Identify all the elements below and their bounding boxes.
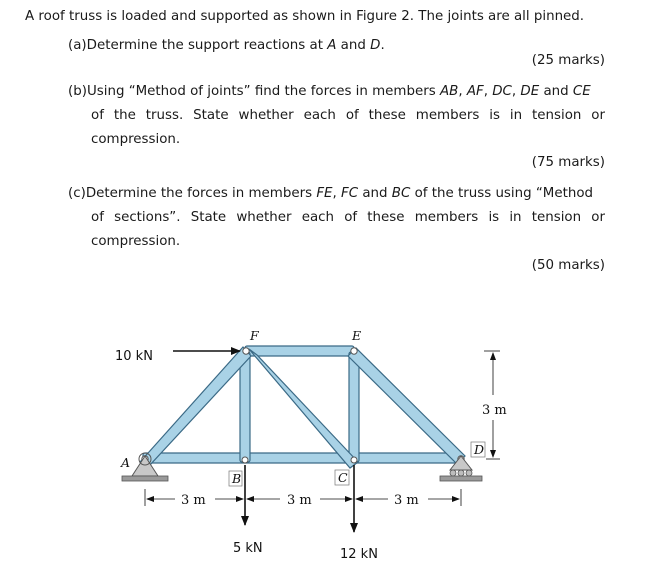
part-b-line2: of the truss. State whether each of these members is in tension or bbox=[91, 108, 605, 123]
member-FB bbox=[240, 352, 250, 462]
part-c-line3: compression. bbox=[91, 234, 181, 249]
joint-label-D: D bbox=[474, 442, 485, 457]
dim-label-span2: 3 m bbox=[287, 493, 312, 508]
member-FE bbox=[245, 346, 354, 356]
member-bottom-chord bbox=[143, 453, 461, 463]
joint-label-E: E bbox=[352, 328, 362, 343]
load-label-C: 12 kN bbox=[340, 547, 378, 562]
pin-B bbox=[242, 457, 248, 463]
part-b-line3: compression. bbox=[91, 132, 181, 147]
question-intro: A roof truss is loaded and supported as shown in Figure 2. The joints are all pinned. bbox=[25, 9, 585, 24]
member-AF bbox=[140, 347, 251, 466]
part-a: (a)Determine the support reactions at A and D. bbox=[68, 38, 385, 53]
joint-label-C: C bbox=[338, 470, 348, 485]
dim-label-span1: 3 m bbox=[181, 493, 206, 508]
joint-label-A: A bbox=[121, 455, 131, 470]
pin-C bbox=[351, 457, 357, 463]
part-b-marks: (75 marks) bbox=[531, 155, 605, 170]
dim-label-span3: 3 m bbox=[394, 493, 419, 508]
member-EC bbox=[349, 352, 359, 462]
pin-E bbox=[351, 348, 357, 354]
member-ED bbox=[348, 348, 465, 464]
truss-members bbox=[140, 346, 465, 468]
pin-F bbox=[243, 348, 249, 354]
part-c-marks: (50 marks) bbox=[531, 258, 605, 273]
load-label-horizontal: 10 kN bbox=[115, 349, 153, 364]
part-b-line1: (b)Using “Method of joints” find the forces in members AB, AF, DC, DE and CE bbox=[68, 84, 591, 99]
joint-label-B: B bbox=[232, 471, 242, 486]
dim-label-height: 3 m bbox=[482, 403, 507, 418]
load-label-B: 5 kN bbox=[233, 541, 263, 556]
member-FC bbox=[249, 349, 358, 468]
part-a-marks: (25 marks) bbox=[531, 53, 605, 68]
part-c-line2: of sections”. State whether each of these members is in tension or bbox=[91, 210, 605, 225]
part-c-line1: (c)Determine the forces in members FE, FC and BC of the truss using “Method bbox=[68, 186, 594, 201]
joint-label-F: F bbox=[250, 328, 259, 343]
